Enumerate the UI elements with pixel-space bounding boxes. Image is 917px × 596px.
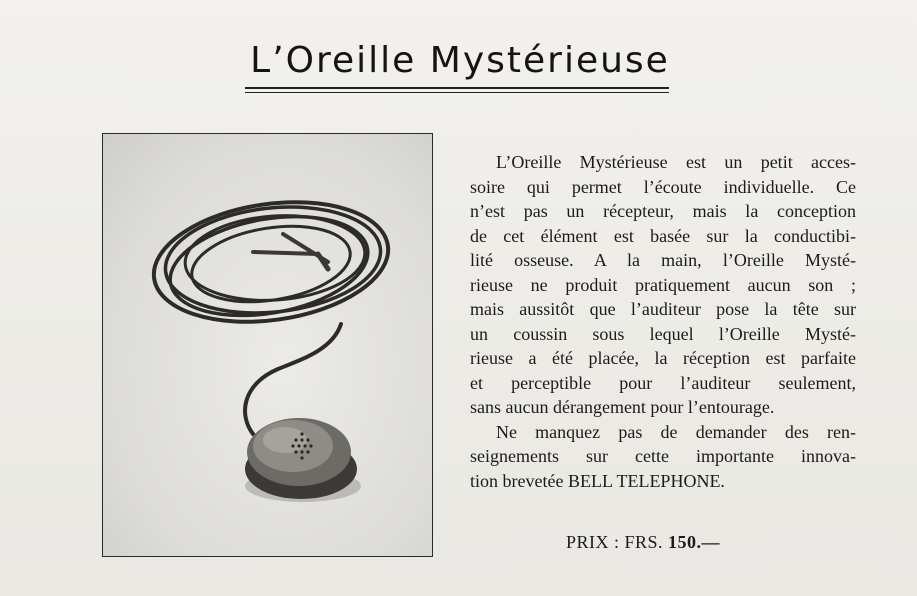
text-line: sans aucun dérangement pour l’entourage. — [470, 397, 775, 417]
text-line: soire qui permet l’écoute individuelle. Ce — [470, 176, 856, 197]
text-line: rieuse ne produit pratiquement aucun son ; — [470, 274, 856, 295]
text-line: rieuse a été placée, la réception est parfaite — [470, 348, 856, 368]
page-title: L’Oreille Mystérieuse — [250, 40, 670, 81]
text-line: un coussin sous lequel l’Oreille Mysté- — [470, 323, 856, 344]
price-currency: FRS. — [624, 532, 664, 552]
price-line — [566, 532, 720, 553]
text-line: et perceptible pour l’auditeur seulement, — [470, 372, 856, 393]
title-underline-bottom — [245, 92, 669, 93]
text-line: tion brevetée BELL TELEPHONE. — [470, 470, 725, 491]
product-photo — [102, 133, 433, 557]
price-label: PRIX : — [566, 532, 620, 552]
text-line: Ne manquez pas de demander des ren- — [496, 421, 856, 442]
text-line: lité osseuse. A la main, l’Oreille Mysté- — [470, 250, 856, 270]
title-underline-top — [245, 87, 669, 89]
earpiece-illustration — [103, 134, 433, 557]
text-line: L’Oreille Mystérieuse est un petit acces- — [496, 152, 856, 172]
text-line: n’est pas un récepteur, mais la conception — [470, 201, 856, 221]
text-line: de cet élément est basée sur la conductibi- — [470, 225, 856, 246]
description-text — [470, 150, 856, 493]
price-amount: 150.— — [668, 532, 721, 552]
text-line: seignements sur cette importante innova- — [470, 446, 856, 466]
text-line: mais aussitôt que l’auditeur pose la tête sur — [470, 299, 856, 319]
